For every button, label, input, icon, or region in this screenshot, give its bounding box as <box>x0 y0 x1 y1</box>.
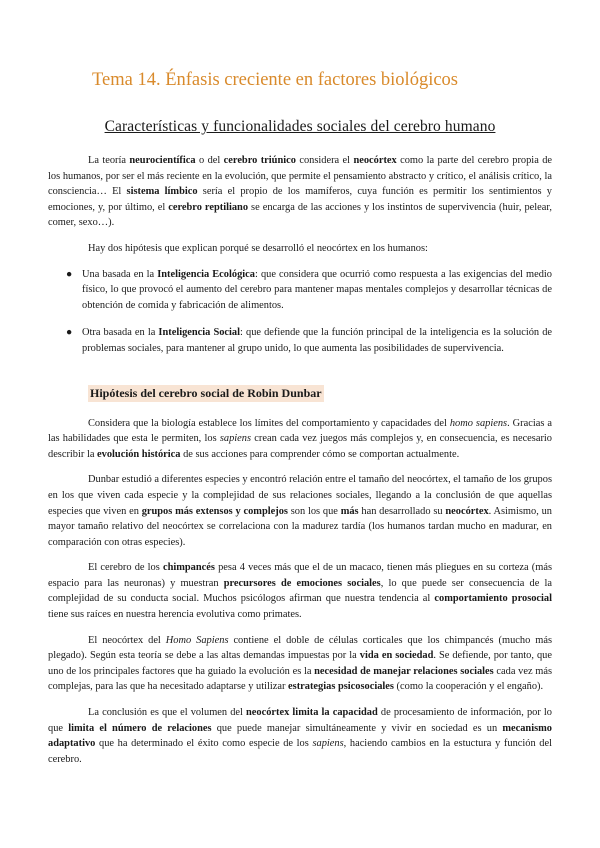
list-item <box>48 267 552 314</box>
italic-text: sapiens <box>219 433 252 445</box>
paragraph-chimpanzees: El cerebro de los chimpancés pesa 4 veces más que el de un macaco, tienen más pliegues en su corteza (más espacio para las neuronas) y muestran precursores de emociones sociales, lo que puede ser consecuencia de la complejidad de su conducta social. Muchos psicólogos afirman que nuestra tendencia al comportamiento prosocial tiene sus raíces en nuestra herencia evolutiva como primates. <box>48 562 553 621</box>
bold-text: sistema límbico <box>126 186 198 198</box>
italic-text: sapiens <box>312 738 344 750</box>
document-body <box>48 153 552 767</box>
bold-text: Inteligencia Ecológica <box>157 268 255 280</box>
page-subtitle: Características y funcionalidades sociales del cerebro humano <box>104 118 496 135</box>
bold-text: cerebro triúnico <box>223 155 296 166</box>
bullet-icon: ● <box>66 268 73 280</box>
bold-text: comportamiento prosocial <box>434 593 553 605</box>
bold-text: neocórtex <box>445 505 489 517</box>
bold-text: Inteligencia Social <box>158 327 241 339</box>
bold-text: grupos más extensos y complejos <box>141 505 288 517</box>
bold-text: limita el número de relaciones <box>68 722 212 734</box>
bold-text: más <box>340 505 359 517</box>
bold-text: neurocientífica <box>129 155 196 166</box>
bold-text: cerebro reptiliano <box>168 201 249 213</box>
italic-text: Homo Sapiens <box>165 634 229 646</box>
bold-text: necesidad de manejar relaciones sociales <box>314 665 494 677</box>
bold-text: neocórtex <box>353 155 397 166</box>
paragraph-dunbar-study: Dunbar estudió a diferentes especies y encontró relación entre el tamaño del neocórtex, el tamaño de los grupos en los que viven cada especie y la complejidad de sus relaciones sociales, llegando a la conclusión de que aquellas especies que viven en grupos más extensos y complejos son los que más han desarrollado su neocórtex. Asimismo, un mayor tamaño relativo del neocórtex se correlaciona con la madurez tardía (los humanos tardan mucho en madurar, en comparación con otras especies). <box>48 474 552 548</box>
hypotheses-list <box>48 267 552 357</box>
bullet-icon: ● <box>66 327 73 339</box>
list-item-text: Otra basada en la Inteligencia Social: que defiende que la función principal de la inteligencia es la solución de problemas sociales, para mantener al grupo unido, lo que aumenta las posibilidades de supervivencia. <box>82 327 553 354</box>
paragraph-conclusion: La conclusión es que el volumen del neocórtex limita la capacidad de procesamiento de información, por lo que limita el número de relaciones que puede manejar simultáneamente y vivir en sociedad es un mecanismo adaptativo que ha determinado el éxito como especie de los sapiens, haciendo cambios en la estuctura y función del cerebro. <box>48 707 553 765</box>
list-item <box>48 325 552 356</box>
paragraph-dunbar-biology: Considera que la biología establece los límites del comportamiento y capacidades del homo sapiens. Gracias a las habilidades que esta le permiten, los sapiens crean cada vez juegos más complejos y, en consecuencia, es necesario describir la evolución histórica de sus acciones para comprender cómo se comportan actualmente. <box>48 417 552 460</box>
bold-text: chimpancés <box>162 562 215 574</box>
bold-text: neocórtex limita la capacidad <box>246 707 378 719</box>
list-item-text: Una basada en la Inteligencia Ecológica: que considera que ocurrió como respuesta a las exigencias del medio físico, lo que provocó el aumento del cerebro para mantener mapas mentales complejos y desarrollar técnicas de obtención de comida y fabricación de alimentos. <box>82 268 552 311</box>
italic-text: homo sapiens <box>449 417 508 429</box>
bold-text: evolución histórica <box>97 448 181 460</box>
bold-text: mecanismo adaptativo <box>48 722 552 750</box>
paragraph-hypotheses: Hay dos hipótesis que explican porqué se desarrolló el neocórtex en los humanos: <box>88 242 428 254</box>
bold-text: vida en sociedad <box>359 650 434 662</box>
section-heading: Hipótesis del cerebro social de Robin Dunbar <box>90 385 322 400</box>
page-title: Tema 14. Énfasis creciente en factores biológicos <box>92 70 458 90</box>
bold-text: precursores de emociones sociales <box>223 577 381 589</box>
bold-text: estrategias psicosociales <box>288 681 394 693</box>
paragraph-intro: La teoría neurocientífica o del cerebro triúnico considera el neocórtex como la parte del cerebro propia de los humanos, por ser el más reciente en la evolución, que permite el pensamiento abstracto y crítico, el análisis crítico, la consciencia… El sistema límbico sería el propio de los mamíferos, cuya función es permitir los sentimientos y emociones, y, por último, el cerebro reptiliano se encarga de las acciones y los instintos de supervivencia (huir, pelear, comer, sexo…). <box>48 155 553 229</box>
paragraph-homo-sapiens: El neocórtex del Homo Sapiens contiene el doble de células corticales que los chimpancés (mucho más plegado). Según esta teoría se debe a las altas demandas impuestas por la vida en sociedad. Se defiende, por tanto, que uno de los principales factores que ha guiado la evolución es la necesidad de manejar relaciones sociales cada vez más complejas, para las que ha necesitado adaptarse y utilizar estrategias psicosociales (como la cooperación y el engaño). <box>48 634 553 693</box>
